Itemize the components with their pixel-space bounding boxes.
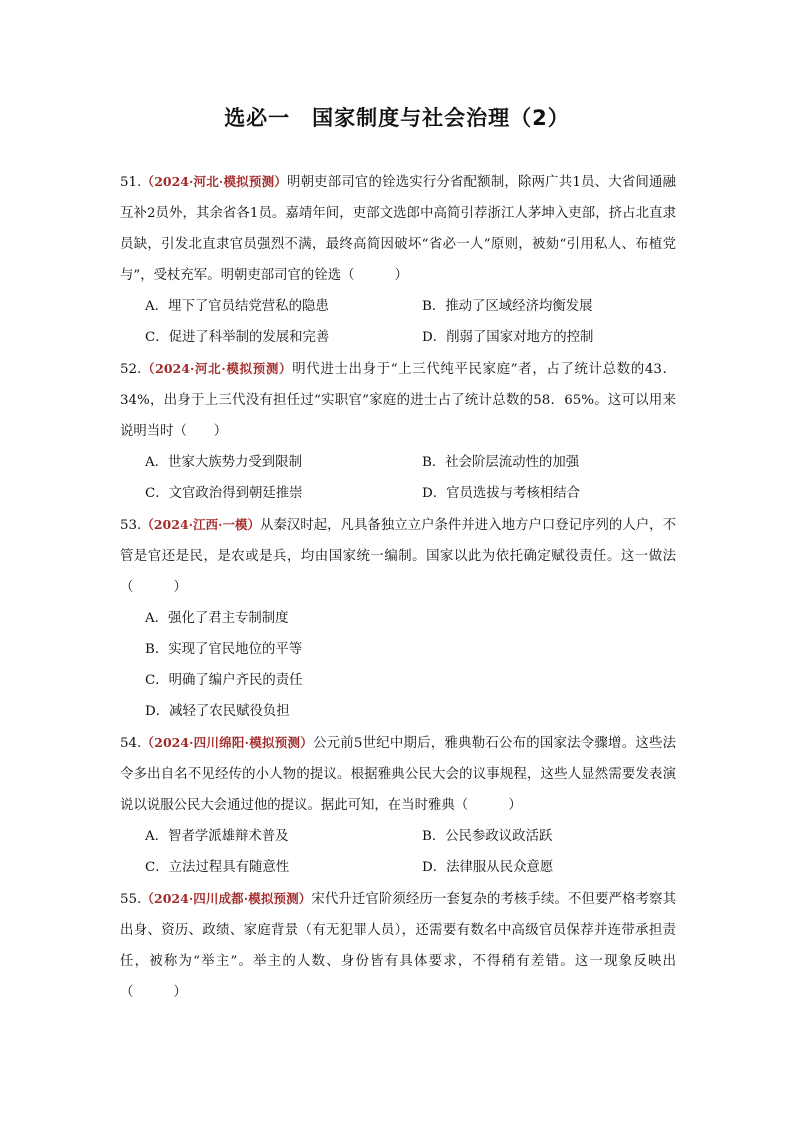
- question-stem: [120, 727, 676, 821]
- question-text: 公元前5世纪中期后，雅典勒石公布的国家法令骤增。这些法令多出自名不见经传的小人物的提议。根据雅典公民大会的议事规程，这些人显然需要发表演说以说服公民大会通过他的提议。据此可知，在当时雅典（ ）: [120, 736, 676, 813]
- question-source: （2024·四川成都·模拟预测）: [141, 891, 312, 906]
- option-c[interactable]: C．立法过程具有随意性: [145, 860, 290, 875]
- option-c[interactable]: C．文官政治得到朝廷推崇: [145, 486, 303, 501]
- option-b[interactable]: B．公民参政议政活跃: [422, 829, 553, 844]
- question-source: （2024·河北·模拟预测）: [141, 361, 293, 376]
- question-54: [120, 727, 676, 883]
- question-stem: [120, 883, 676, 1008]
- question-source: （2024·河北·模拟预测）: [141, 174, 287, 189]
- question-51: [120, 166, 676, 353]
- option-d[interactable]: D．削弱了国家对地方的控制: [422, 330, 594, 345]
- question-stem: [120, 166, 676, 291]
- question-stem: [120, 509, 676, 603]
- option-c[interactable]: C．明确了编户齐民的责任: [145, 673, 303, 688]
- question-source: （2024·四川绵阳·模拟预测）: [141, 735, 313, 750]
- question-number: 53.: [120, 518, 142, 533]
- question-52: [120, 353, 676, 509]
- question-text: 宋代升迁官阶须经历一套复杂的考核手续。不但要严格考察其出身、资历、政绩、家庭背景（有无犯罪人员），还需要有数名中高级官员保荐并连带承担责任，被称为“举主”。举主的人数、身份皆有具体要求，不得稍有差错。这一现象反映出（ ）: [120, 892, 676, 1000]
- question-number: 51.: [120, 175, 142, 190]
- question-stem: [120, 353, 676, 447]
- question-list: [120, 166, 676, 1008]
- option-a[interactable]: A．世家大族势力受到限制: [145, 455, 302, 470]
- question-number: 55.: [120, 892, 142, 907]
- option-a[interactable]: A．智者学派雄辩术普及: [145, 829, 289, 844]
- option-d[interactable]: D．官员选拔与考核相结合: [422, 486, 581, 501]
- option-d[interactable]: D．法律服从民众意愿: [422, 860, 554, 875]
- question-text: 明代进士出身于“上三代纯平民家庭”者，占了统计总数的43．34%，出身于上三代没有担任过“实职官”家庭的进士占了统计总数的58．65%。这可以用来说明当时（ ）: [120, 362, 676, 439]
- option-d[interactable]: D．减轻了农民赋役负担: [145, 704, 290, 719]
- option-a[interactable]: A．埋下了官员结党营私的隐患: [145, 299, 329, 314]
- option-c[interactable]: C．促进了科举制的发展和完善: [145, 330, 330, 345]
- question-number: 52.: [120, 362, 142, 377]
- question-source: （2024·江西·一模）: [141, 517, 261, 532]
- option-b[interactable]: B．推动了区域经济均衡发展: [422, 299, 593, 314]
- question-number: 54.: [120, 736, 142, 751]
- page-title: 选必一 国家制度与社会治理（2）: [224, 106, 570, 130]
- option-b[interactable]: B．实现了官民地位的平等: [145, 642, 303, 657]
- question-text: 从秦汉时起，凡具备独立立户条件并进入地方户口登记序列的人户，不管是官还是民，是农或是兵，均由国家统一编制。国家以此为依托确定赋役责任。这一做法（ ）: [120, 518, 676, 595]
- question-53: [120, 509, 676, 727]
- question-55: [120, 883, 676, 1008]
- option-a[interactable]: A．强化了君主专制制度: [145, 611, 289, 626]
- option-b[interactable]: B．社会阶层流动性的加强: [422, 455, 580, 470]
- question-text: 明朝吏部司官的铨选实行分省配额制，除两广共1员、大省间通融互补2员外，其余省各1员。嘉靖年间，吏部文选郎中高简引荐浙江人茅坤入吏部，挤占北直隶员缺，引发北直隶官员强烈不满，最终高简因破坏“省必一人”原则，被劾“引用私人、布植党与”，受杖充军。明朝吏部司官的铨选（ ）: [120, 175, 676, 283]
